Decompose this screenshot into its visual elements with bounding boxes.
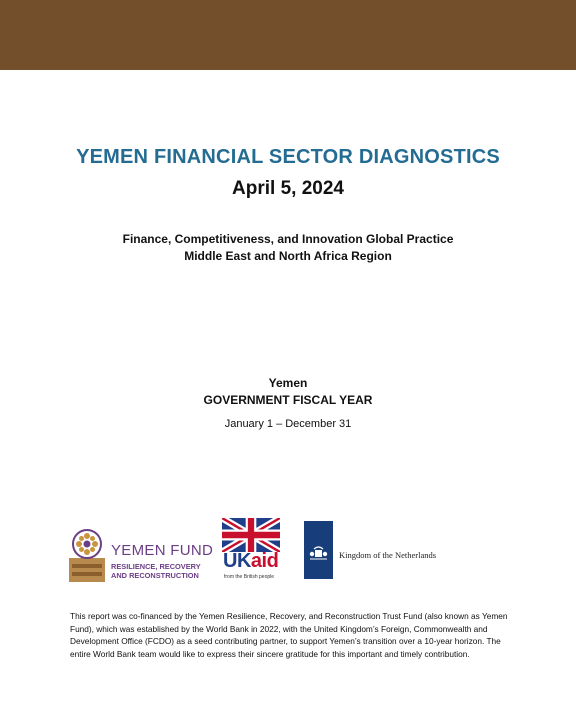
yemen-fund-logo bbox=[69, 528, 214, 584]
yemen-fund-name: YEMEN FUND bbox=[111, 542, 214, 559]
top-color-band bbox=[0, 0, 576, 70]
yemen-fund-tagline-1: RESILIENCE, RECOVERY bbox=[111, 562, 201, 571]
report-title: YEMEN FINANCIAL SECTOR DIAGNOSTICS bbox=[76, 146, 500, 168]
union-jack-flag-icon bbox=[222, 518, 280, 552]
report-date: April 5, 2024 bbox=[232, 178, 344, 199]
region-name: Middle East and North Africa Region bbox=[184, 249, 392, 263]
global-practice: Finance, Competitiveness, and Innovation Global Practice bbox=[122, 232, 454, 246]
ukaid-subtitle: from the British people bbox=[224, 574, 275, 580]
country-name: Yemen bbox=[268, 376, 308, 390]
ukaid-logo bbox=[222, 518, 282, 584]
netherlands-name: Kingdom of the Netherlands bbox=[339, 550, 437, 560]
netherlands-logo bbox=[304, 521, 444, 579]
ukaid-wordmark bbox=[223, 550, 278, 573]
yemen-fund-tagline-2: AND RECONSTRUCTION bbox=[111, 571, 199, 580]
fiscal-year-range: January 1 – December 31 bbox=[224, 418, 352, 430]
ukaid-wordmark-aid: aid bbox=[250, 550, 279, 572]
yemen-fund-emblem-icon bbox=[69, 528, 105, 582]
fiscal-year-label: GOVERNMENT FISCAL YEAR bbox=[203, 393, 373, 407]
funding-acknowledgement: This report was co-financed by the Yemen Resilience, Recovery, and Reconstruction Trust Fund (also known as Yemen Fund), which was established by the World Bank in 2022, with the United Kingdom’s Foreign, Commonwealth and Development Office (FCDO) as a seed contributing partner, to support Yemen’s transition over a 10-year horizon. The entire World Bank team would like to express their sincere gratitude for this important and timely contribution. bbox=[70, 611, 508, 659]
netherlands-coat-of-arms-icon bbox=[304, 521, 333, 579]
ukaid-wordmark-uk: UK bbox=[223, 550, 251, 572]
